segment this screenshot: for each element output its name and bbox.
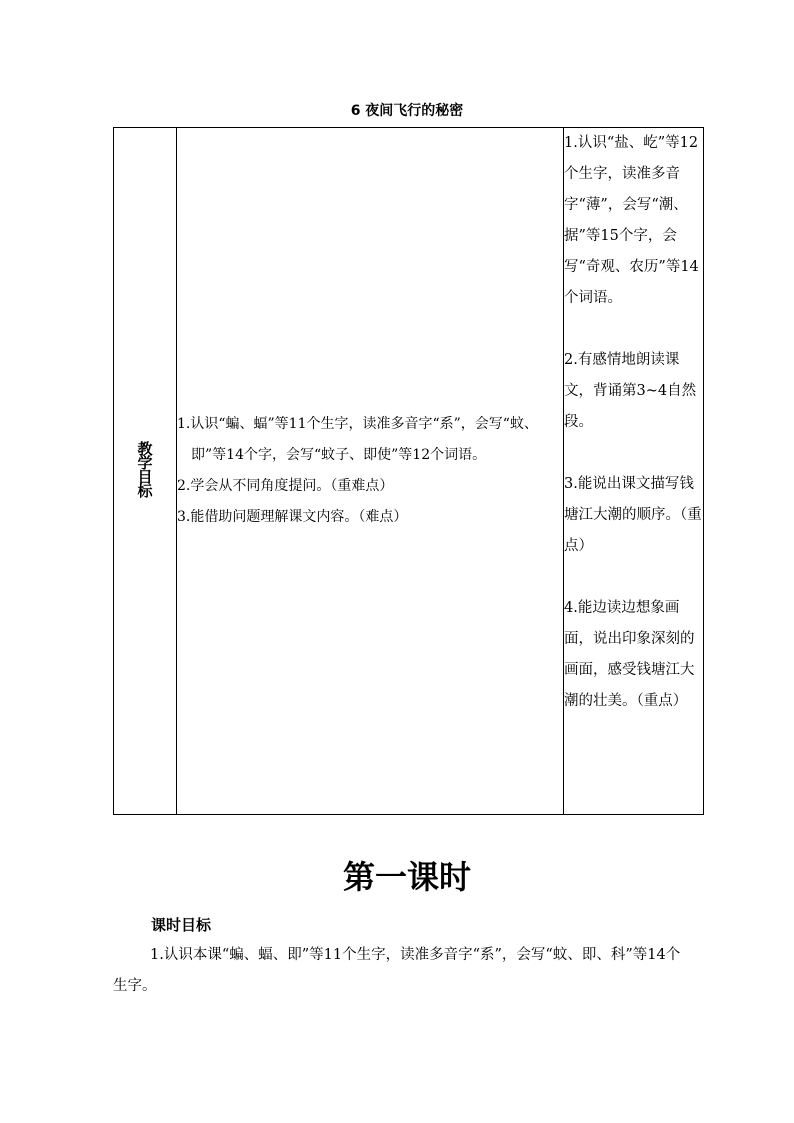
goals-label: 教学目标 [135, 441, 154, 497]
right-goal-item: 4.能边读边想象画面，说出印象深刻的画面，感受钱塘江大潮的壮美。（重点） [564, 600, 695, 709]
teaching-goals-table [113, 127, 704, 815]
goals-label-cell [114, 128, 177, 815]
right-goal-item: 3.能说出课文描写钱塘江大潮的顺序。（重点） [564, 476, 702, 554]
goals-middle-cell [177, 128, 564, 815]
middle-goals-list [177, 409, 563, 533]
goals-right-cell [564, 128, 704, 815]
middle-goal-item: 2.学会从不同角度提问。（重难点） [177, 478, 394, 494]
first-lesson-heading: 第一课时 [342, 858, 471, 896]
lesson-goals-subheading: 课时目标 [151, 916, 212, 934]
right-goal-item: 1.认识“盐、屹”等12个生字，读准多音字“薄”，会写“潮、据”等15个字，会写“奇观、农历”等14个词语。 [564, 135, 699, 306]
lesson-title: 6 夜间飞行的秘密 [350, 103, 464, 119]
middle-goal-item: 3.能借助问题理解课文内容。（难点） [177, 509, 408, 525]
right-goal-item: 2.有感情地朗读课文，背诵第3~4自然段。 [564, 352, 697, 430]
middle-goal-item: 1.认识“蝙、蝠”等11个生字，读准多音字“系”，会写“蚊、即”等14个字，会写“蚊子、即使”等12个词语。 [177, 416, 538, 463]
lesson-goal-paragraph: 1.认识本课“蝙、蝠、即”等11个生字，读准多音字“系”，会写“蚊、即、科”等14个生字。 [113, 947, 681, 994]
